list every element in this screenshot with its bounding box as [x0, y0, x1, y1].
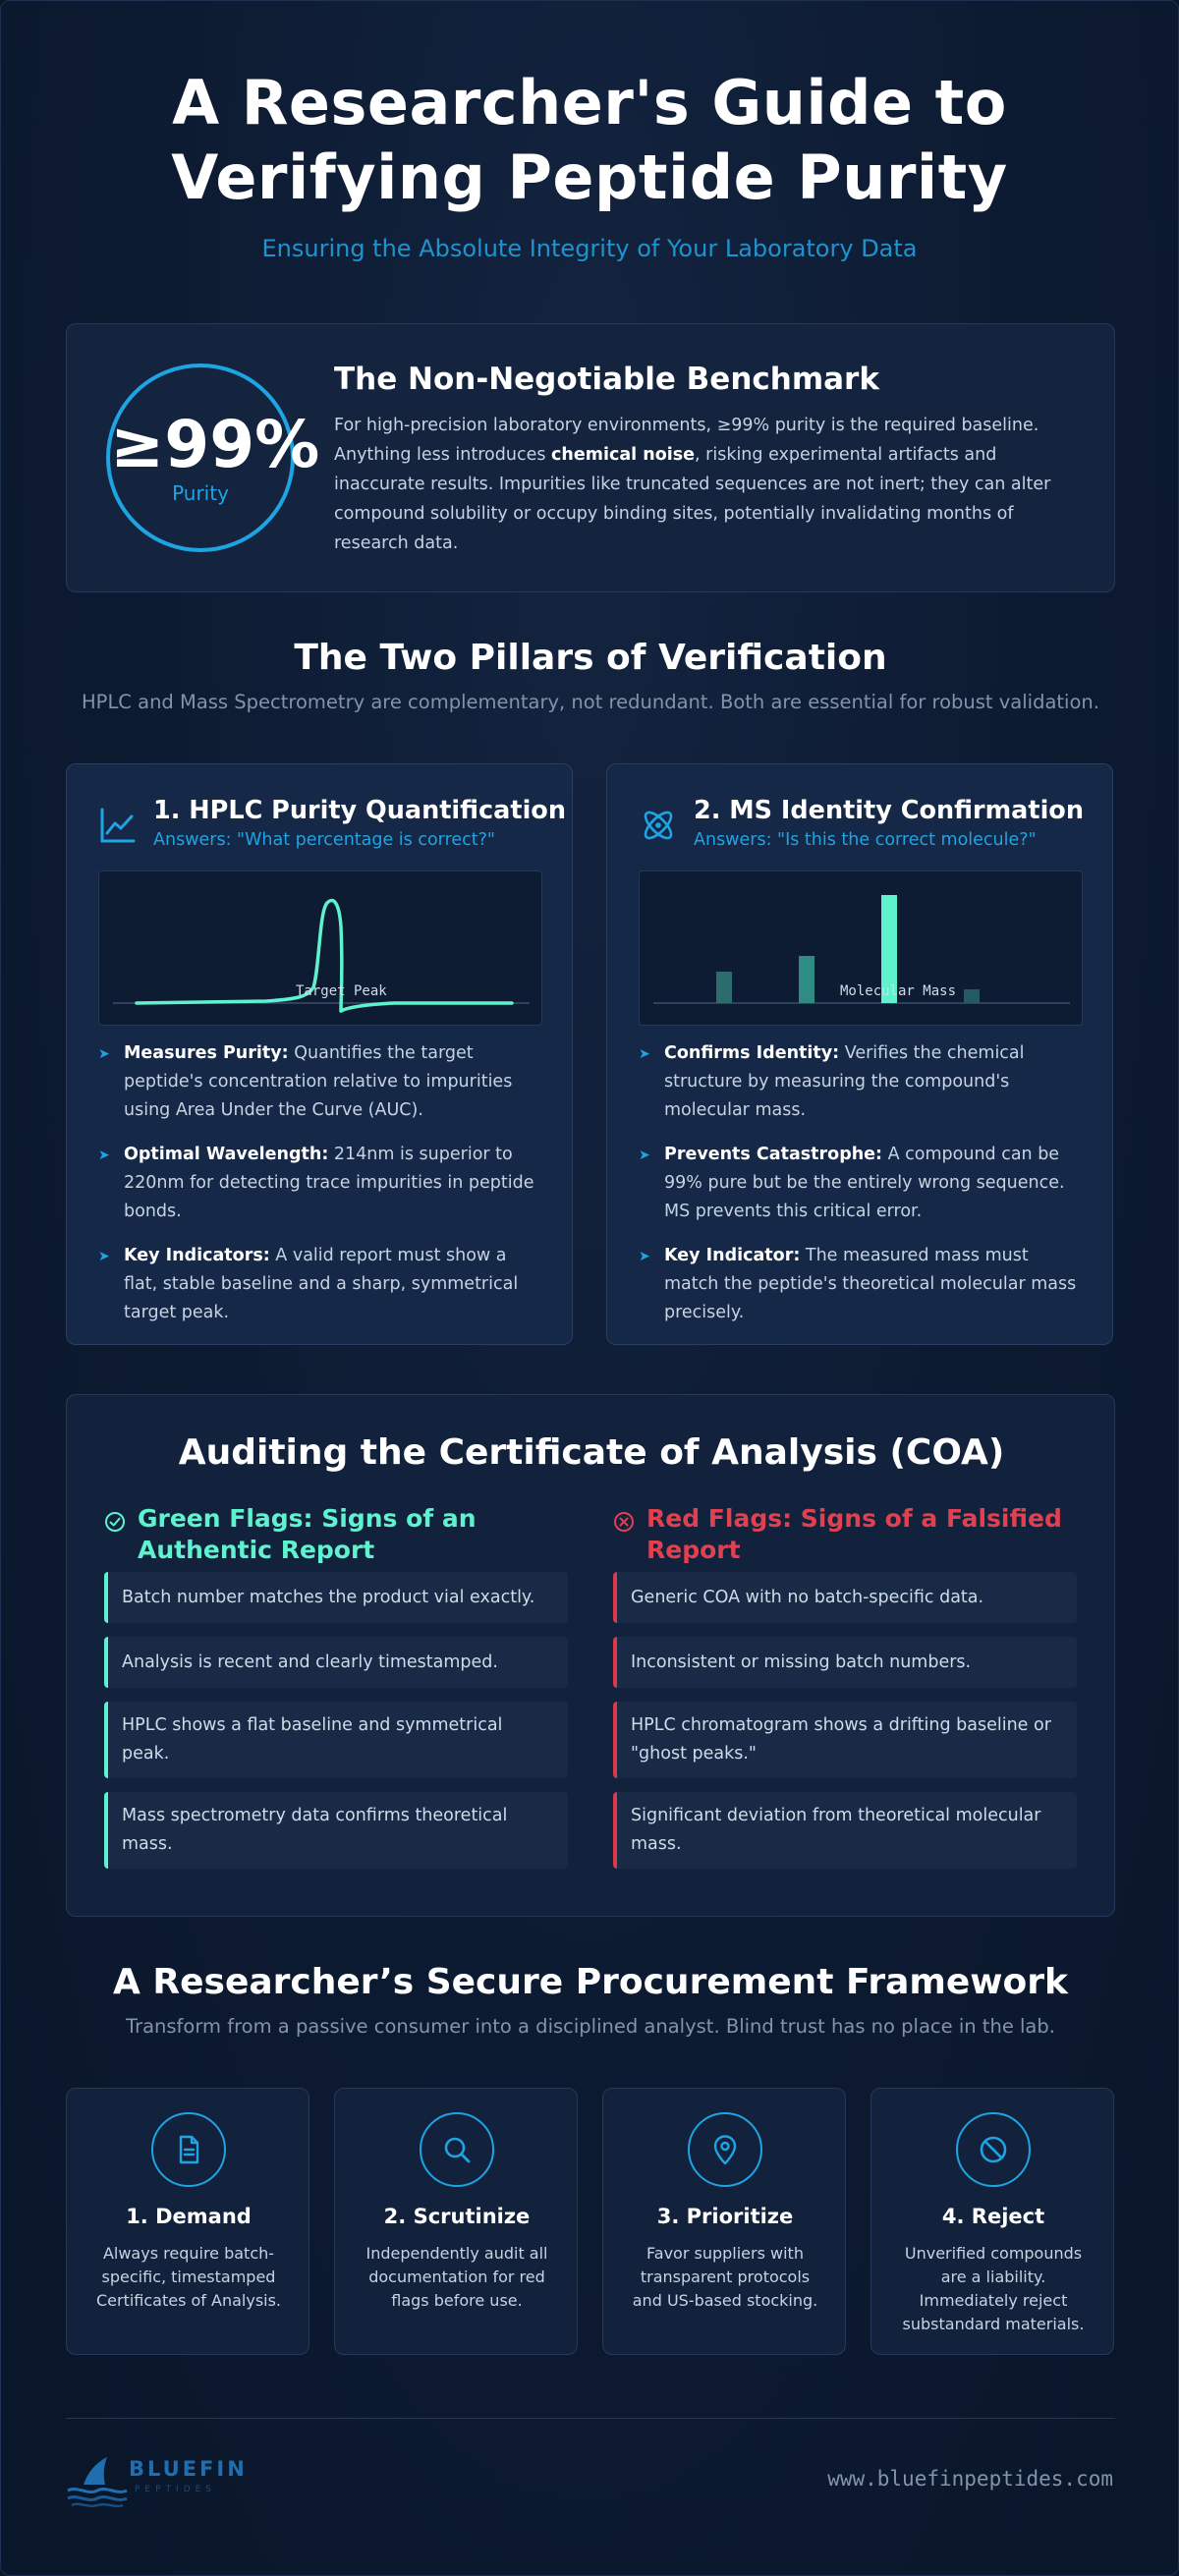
hplc-chromatogram-graphic: [99, 871, 543, 1027]
hplc-points: [98, 1039, 542, 1343]
step-title: 4. Reject: [941, 2205, 1045, 2228]
hplc-chromatogram: [98, 870, 542, 1026]
item-text: Quantifies the target peptide's concentration relative to impurities using Area Under the Curve (AUC).: [124, 1043, 513, 1120]
pillars-subtitle: HPLC and Mass Spectrometry are complementary, not redundant. Both are essential for robust validation.: [82, 691, 1099, 713]
green-flags: [104, 1503, 568, 1882]
benchmark-body-part1: For high-precision laboratory environments, ≥99% purity is the required baseline. Anything less introduces: [334, 416, 1039, 465]
atom-icon: [639, 806, 678, 845]
step-demand: [66, 2088, 309, 2355]
hero: [1, 1, 1178, 262]
red-flag-item: HPLC chromatogram shows a drifting baseline or "ghost peaks.": [613, 1702, 1077, 1778]
ms-spectrum: [639, 870, 1083, 1026]
green-flags-heading: [104, 1503, 568, 1572]
list-item: [98, 1141, 542, 1226]
list-item: [639, 1141, 1083, 1226]
website-url[interactable]: www.bluefinpeptides.com: [827, 2467, 1113, 2491]
search-icon: [441, 2134, 473, 2165]
step-icon-circle: [151, 2112, 226, 2187]
red-flags: [613, 1503, 1077, 1882]
item-text: A compound can be 99% pure but be the entirely wrong sequence. MS prevents this critical error.: [664, 1145, 1065, 1221]
hplc-card: [66, 763, 573, 1345]
green-flag-item: HPLC shows a flat baseline and symmetrical peak.: [104, 1702, 568, 1778]
document-icon: [173, 2134, 204, 2165]
ms-minor-peak-3: [964, 989, 980, 1003]
step-text: Unverified compounds are a liability. Immediately reject substandard materials.: [902, 2244, 1085, 2333]
step-reject: [870, 2088, 1114, 2355]
list-item: [98, 1039, 542, 1125]
step-icon-circle: [420, 2112, 494, 2187]
red-flag-item: Significant deviation from theoretical molecular mass.: [613, 1792, 1077, 1869]
red-flags-heading: [613, 1503, 1077, 1572]
step-title: 3. Prioritize: [656, 2205, 794, 2228]
page-title: [1, 66, 1178, 215]
item-text: Verifies the chemical structure by measuring the compound's molecular mass.: [664, 1043, 1025, 1120]
ms-answers: Answers: "Is this the correct molecule?": [694, 830, 1037, 850]
map-pin-icon: [709, 2134, 741, 2165]
purity-label: Purity: [172, 481, 229, 505]
benchmark-body-bold: chemical noise: [551, 445, 696, 465]
line-chart-icon: [98, 806, 138, 845]
step-title: 2. Scrutinize: [383, 2205, 531, 2228]
ban-icon: [978, 2134, 1009, 2165]
ms-spectrum-graphic: [640, 871, 1084, 1027]
pillars-title: The Two Pillars of Verification: [294, 638, 887, 678]
green-flag-item: Batch number matches the product vial exactly.: [104, 1572, 568, 1623]
ms-minor-peak-1: [716, 972, 732, 1003]
footer-divider: [66, 2418, 1115, 2419]
logo-subtext: PEPTIDES: [135, 2485, 217, 2494]
hplc-answers: Answers: "What percentage is correct?": [153, 830, 495, 850]
ms-molecular-mass-label: Molecular Mass: [840, 983, 957, 999]
coa-card: [66, 1394, 1115, 1917]
item-label: Measures Purity:: [124, 1043, 289, 1063]
benchmark-heading: The Non-Negotiable Benchmark: [334, 362, 879, 397]
step-text: Independently audit all documentation for red flags before use.: [365, 2244, 548, 2310]
list-item: [639, 1242, 1083, 1327]
list-item: [98, 1242, 542, 1327]
step-text: Always require batch-specific, timestamped Certificates of Analysis.: [95, 2244, 282, 2310]
item-label: Confirms Identity:: [664, 1043, 840, 1063]
framework-title: A Researcher’s Secure Procurement Framework: [113, 1962, 1068, 2002]
green-flag-item: Mass spectrometry data confirms theoretical mass.: [104, 1792, 568, 1869]
item-text: The measured mass must match the peptide's theoretical molecular mass precisely.: [664, 1246, 1077, 1322]
step-title: 1. Demand: [126, 2205, 252, 2228]
ms-card: [606, 763, 1113, 1345]
item-label: Optimal Wavelength:: [124, 1145, 329, 1164]
x-circle-icon: [613, 1511, 635, 1533]
step-icon-circle: [956, 2112, 1031, 2187]
purity-ring: [106, 364, 320, 552]
hplc-heading: 1. HPLC Purity Quantification: [153, 796, 566, 825]
list-item: [639, 1039, 1083, 1125]
coa-title: Auditing the Certificate of Analysis (COA): [178, 1432, 1005, 1473]
fin-wave-logo-icon: [66, 2451, 129, 2510]
hplc-target-peak-label: Target Peak: [296, 983, 387, 999]
benchmark-body: [334, 411, 1081, 558]
purity-value: ≥99%: [110, 407, 320, 482]
page-subtitle: Ensuring the Absolute Integrity of Your Laboratory Data: [261, 235, 918, 262]
benchmark-card: [66, 323, 1115, 592]
ms-heading: 2. MS Identity Confirmation: [694, 796, 1084, 825]
step-icon-circle: [688, 2112, 762, 2187]
step-prioritize: [602, 2088, 846, 2355]
benchmark-body-part2: , risking experimental artifacts and inaccurate results. Impurities like truncated sequences are not inert; they can alter compound solubility or occupy binding sites, potentially invalidating months of research data.: [334, 445, 1051, 553]
framework-subtitle: Transform from a passive consumer into a disciplined analyst. Blind trust has no place in the lab.: [126, 2015, 1055, 2038]
red-flag-item: Generic COA with no batch-specific data.: [613, 1572, 1077, 1623]
brand-logo: [66, 2451, 262, 2510]
red-heading-text: Red Flags: Signs of a Falsified Report: [646, 1504, 1062, 1564]
green-flag-item: Analysis is recent and clearly timestamped.: [104, 1637, 568, 1688]
red-flag-item: Inconsistent or missing batch numbers.: [613, 1637, 1077, 1688]
green-heading-text: Green Flags: Signs of an Authentic Report: [138, 1504, 477, 1564]
title-line-2: Verifying Peptide Purity: [171, 141, 1008, 213]
logo-text: BLUEFIN: [129, 2457, 248, 2481]
item-label: Key Indicator:: [664, 1246, 801, 1265]
step-text: Favor suppliers with transparent protocols and US-based stocking.: [632, 2244, 818, 2310]
title-line-1: A Researcher's Guide to: [172, 67, 1007, 139]
ms-points: [639, 1039, 1083, 1343]
item-label: Prevents Catastrophe:: [664, 1145, 883, 1164]
step-scrutinize: [334, 2088, 578, 2355]
item-label: Key Indicators:: [124, 1246, 270, 1265]
item-text: A valid report must show a flat, stable baseline and a sharp, symmetrical target peak.: [124, 1246, 519, 1322]
item-text: 214nm is superior to 220nm for detecting trace impurities in peptide bonds.: [124, 1145, 534, 1221]
check-circle-icon: [104, 1511, 126, 1533]
ms-minor-peak-2: [799, 956, 814, 1003]
